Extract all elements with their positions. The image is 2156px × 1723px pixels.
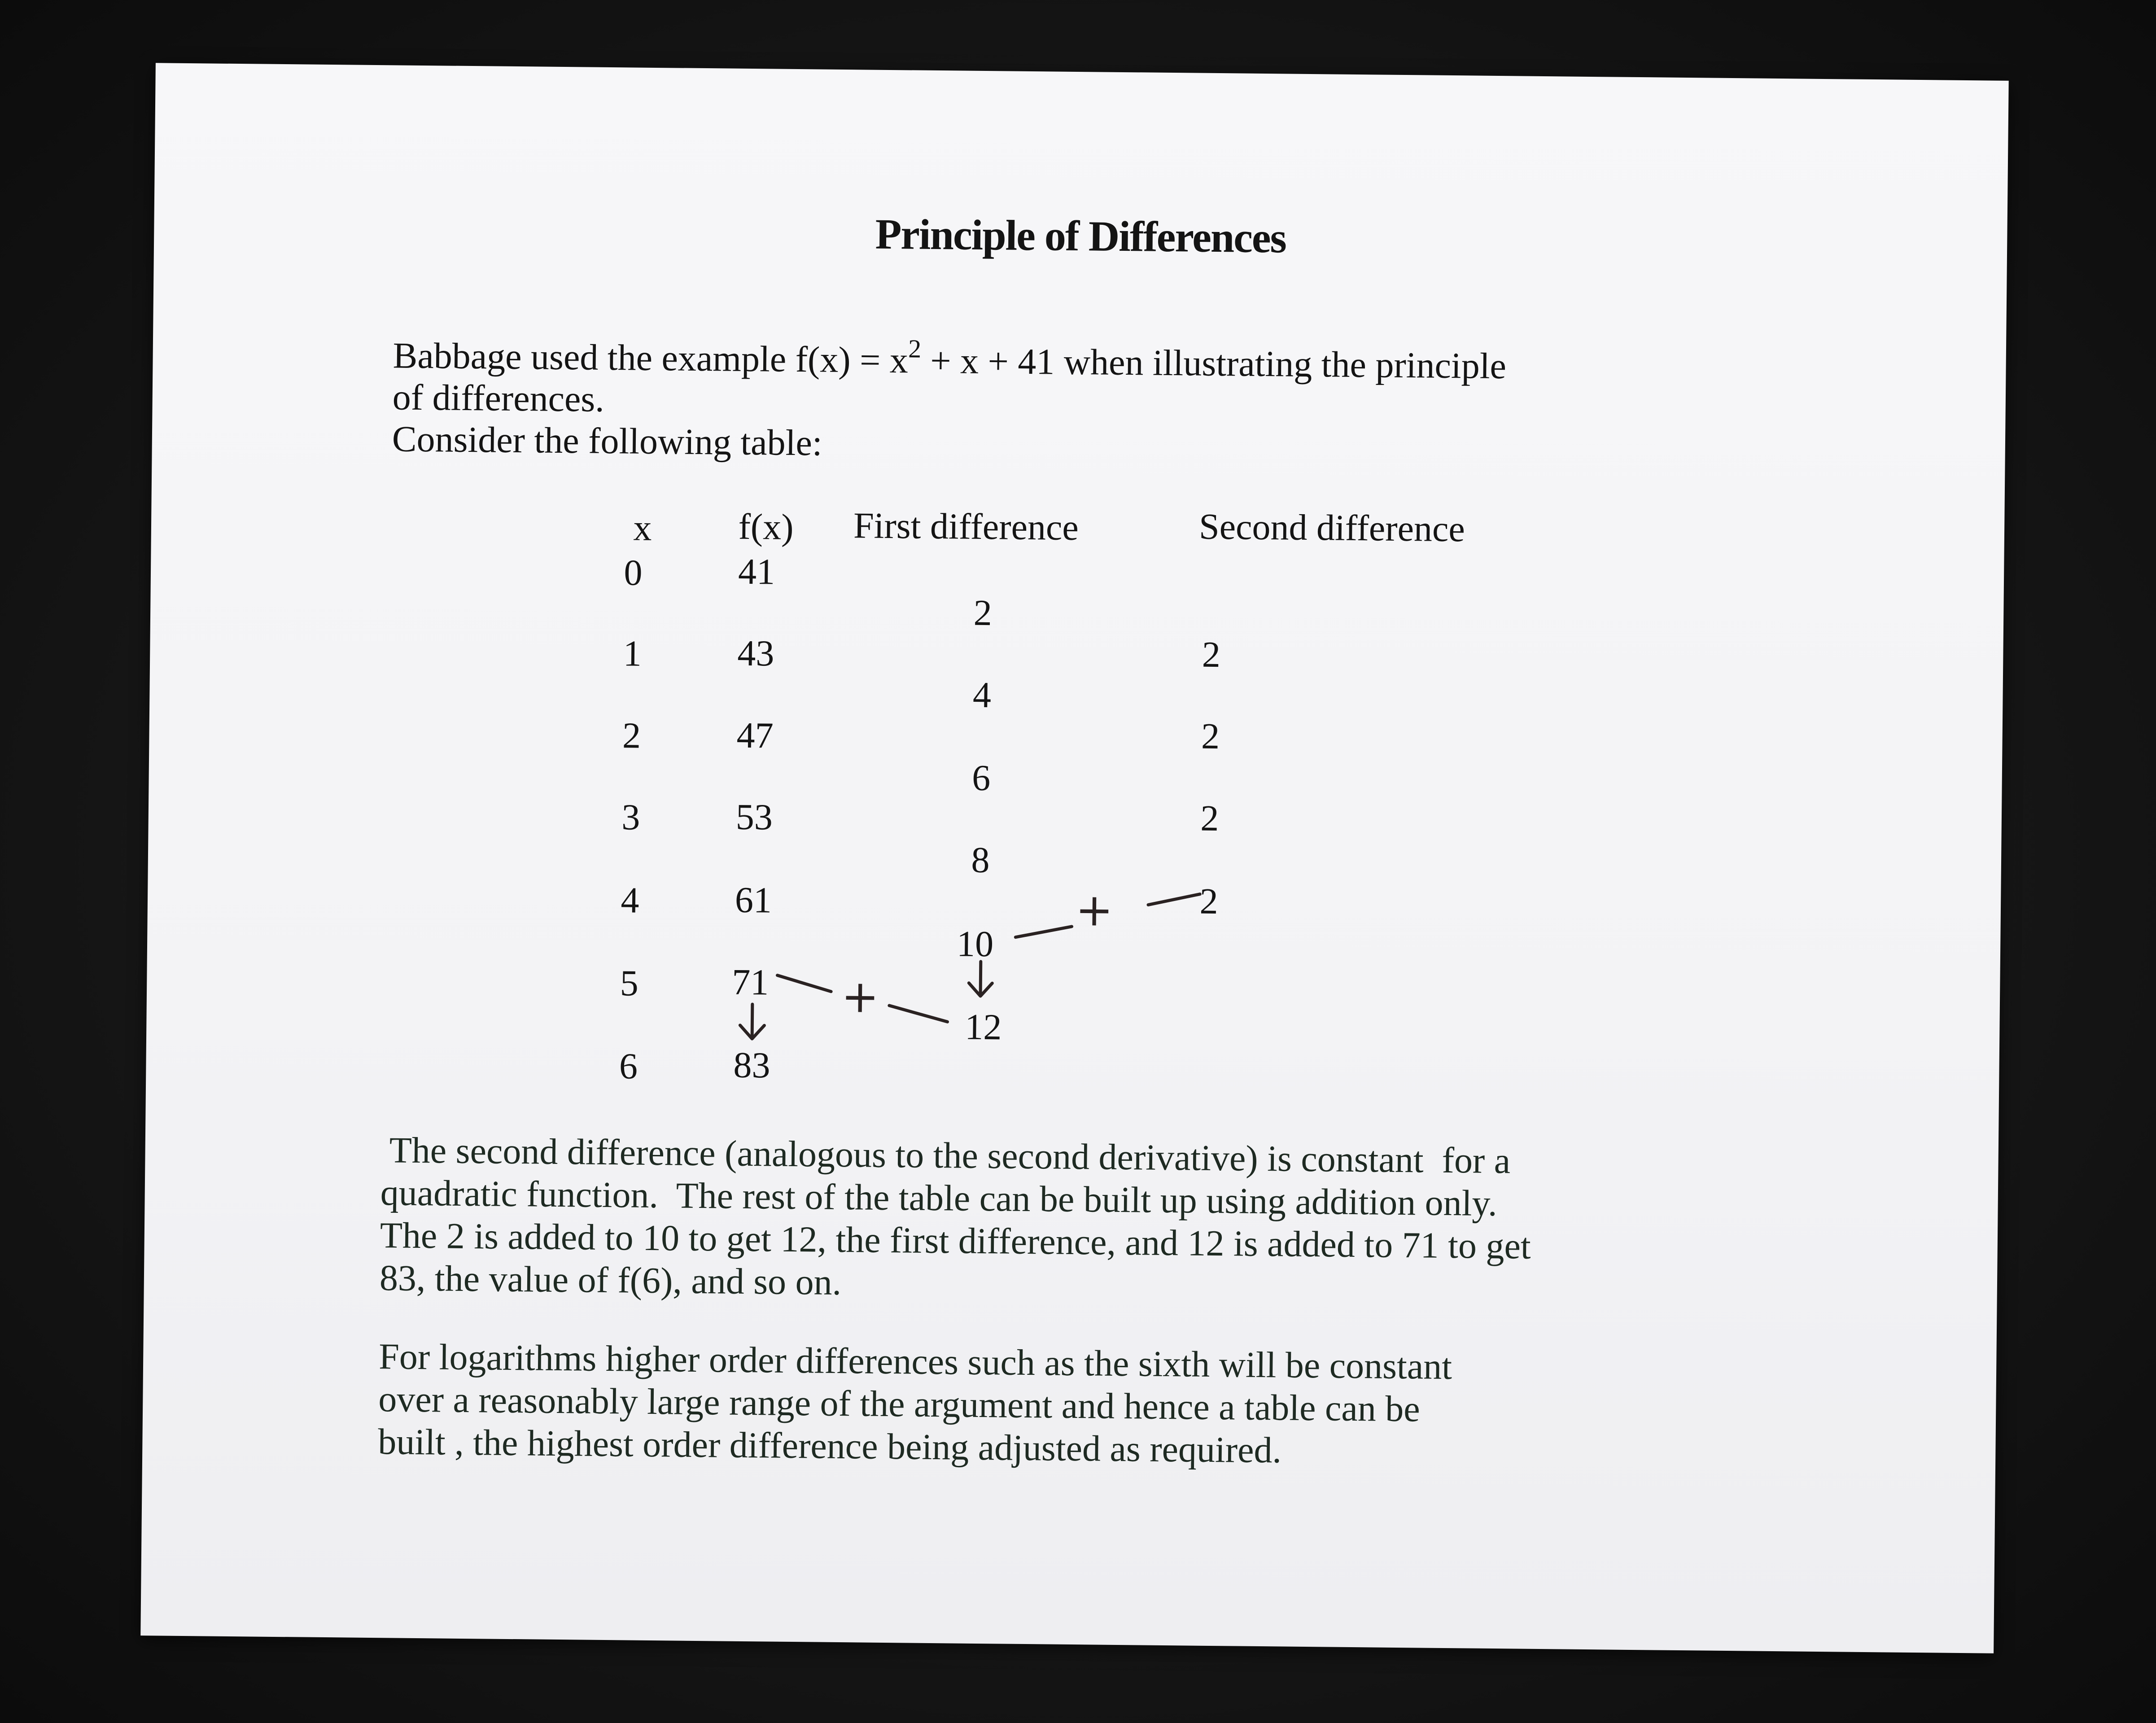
fx-value: 83 xyxy=(733,1044,770,1086)
intro-line-2: of differences. xyxy=(392,376,605,420)
intro-line-1-pre: Babbage used the example f(x) = x xyxy=(393,335,909,381)
document-card xyxy=(140,63,2008,1653)
intro-superscript: 2 xyxy=(908,334,922,363)
paragraph-line: 83, the value of f(6), and so on. xyxy=(379,1257,842,1303)
first-difference-value: 8 xyxy=(971,839,990,881)
explanation-paragraph xyxy=(379,1128,1785,1312)
paragraph-line: The second difference (analogous to the second derivative) is constant for a xyxy=(380,1129,1511,1181)
second-difference-value: 2 xyxy=(1202,634,1221,675)
x-value: 2 xyxy=(622,715,641,756)
page-title: Principle of Differences xyxy=(875,210,1286,262)
x-value: 5 xyxy=(620,962,639,1004)
x-value: 0 xyxy=(624,552,643,593)
plus-sign: + xyxy=(841,970,879,1023)
paragraph-line: The 2 is added to 10 to get 12, the first difference, and 12 is added to 71 to get xyxy=(380,1215,1531,1267)
plus-sign: + xyxy=(1075,883,1114,936)
fx-value: 53 xyxy=(735,796,773,838)
down-arrow-icon xyxy=(969,962,993,996)
intro-line-1-post: + x + 41 when illustrating the principle xyxy=(921,340,1507,387)
x-value: 6 xyxy=(619,1045,638,1087)
first-difference-value: 6 xyxy=(971,757,991,799)
ink-line xyxy=(889,1006,947,1022)
header-x: x xyxy=(633,507,652,548)
paragraph-line: over a reasonably large range of the argument and hence a table can be xyxy=(378,1378,1421,1430)
x-value: 4 xyxy=(621,879,639,921)
ink-line xyxy=(1148,894,1200,905)
logarithm-paragraph xyxy=(378,1335,1784,1476)
second-difference-value: 2 xyxy=(1201,715,1220,757)
second-difference-value: 2 xyxy=(1199,880,1219,922)
ink-line xyxy=(777,975,831,992)
fx-value: 43 xyxy=(737,632,774,674)
first-difference-value: 12 xyxy=(964,1006,1002,1048)
header-second-difference: Second difference xyxy=(1198,506,1465,550)
paragraph-line: quadratic function. The rest of the table can be built up using addition only. xyxy=(380,1172,1498,1224)
header-first-difference: First difference xyxy=(853,505,1079,548)
first-difference-value: 4 xyxy=(972,674,992,716)
x-value: 1 xyxy=(623,633,642,674)
header-fx: f(x) xyxy=(738,506,794,547)
ink-line xyxy=(1015,926,1071,938)
second-difference-value: 2 xyxy=(1200,797,1219,839)
fx-value: 61 xyxy=(735,879,772,921)
first-difference-value: 2 xyxy=(973,592,993,634)
fx-value: 41 xyxy=(738,551,775,592)
first-difference-value: 10 xyxy=(956,923,994,965)
fx-value: 47 xyxy=(736,714,774,756)
paragraph-line: For logarithms higher order differences such as the sixth will be constant xyxy=(378,1336,1452,1387)
x-value: 3 xyxy=(621,796,640,838)
fx-value: 71 xyxy=(731,961,769,1003)
paragraph-line: built , the highest order difference being adjusted as required. xyxy=(378,1421,1282,1471)
down-arrow-icon xyxy=(740,1004,765,1039)
intro-line-3: Consider the following table: xyxy=(392,418,823,464)
